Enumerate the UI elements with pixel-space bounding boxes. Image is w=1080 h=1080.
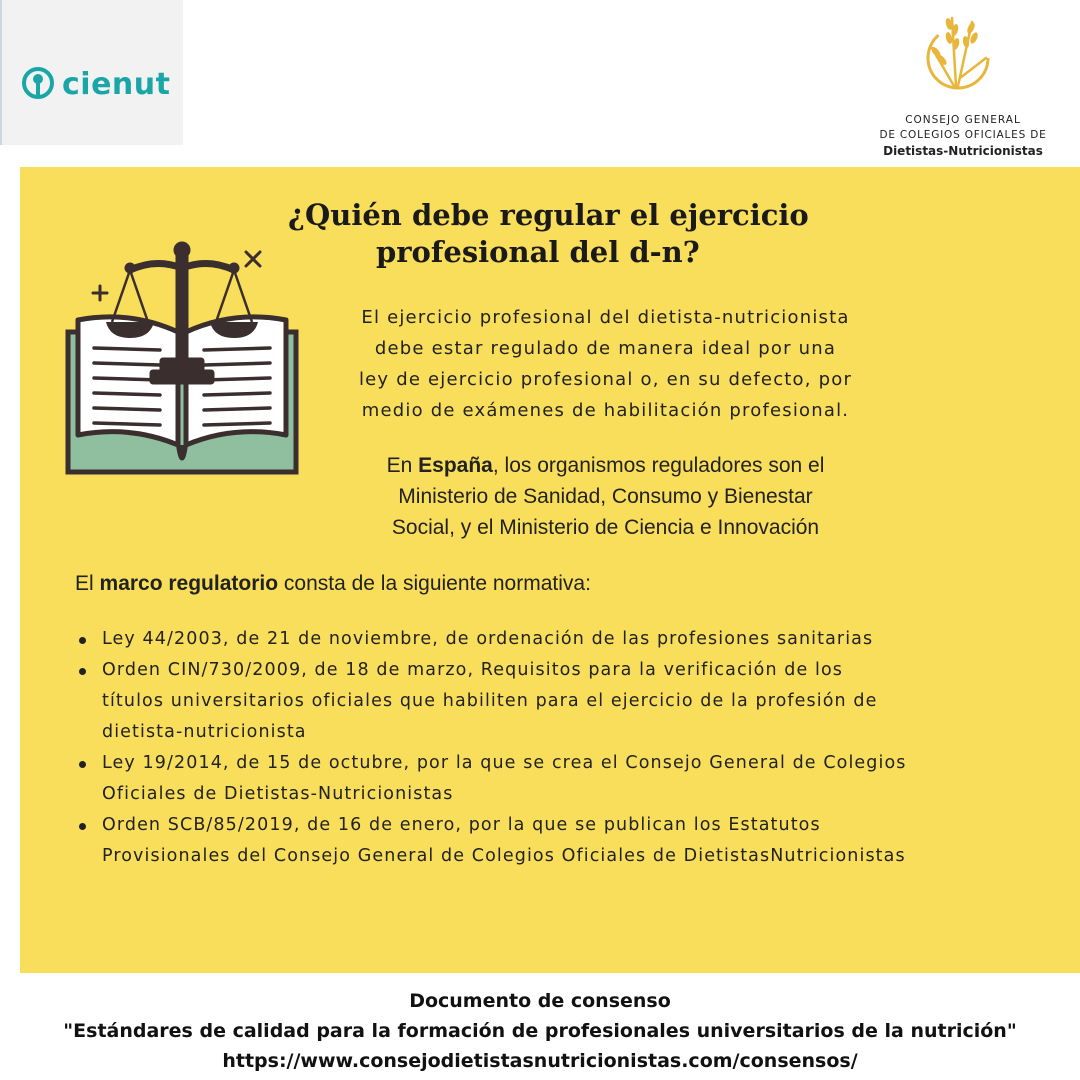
cienut-logo: [20, 66, 170, 102]
list-item-line: dietista-nutricionista: [102, 722, 307, 742]
council-logo: [868, 8, 1058, 158]
marco-bold: marco regulatorio: [99, 572, 279, 595]
cienut-wordmark: cienut: [62, 66, 171, 102]
intro-line: medio de exámenes de habilitación profesional.: [361, 400, 850, 421]
list-item: [75, 810, 1065, 872]
list-item: [75, 624, 1065, 655]
council-line-3: Dietistas-Nutricionistas: [883, 144, 1043, 158]
intro-line: El ejercicio profesional del dietista-nutricionista: [361, 307, 850, 328]
title-line-2: profesional del d-n?: [376, 235, 700, 269]
spain-line-2: Ministerio de Sanidad, Consumo y Bienestar: [398, 485, 813, 508]
marco-prefix: El: [75, 572, 100, 595]
list-item-line: Orden CIN/730/2009, de 18 de marzo, Requisitos para la verificación de los: [102, 660, 844, 680]
footer-doc-title: "Estándares de calidad para la formación de profesionales universitarios de la nutrición": [63, 1020, 1017, 1042]
intro-line: ley de ejercicio profesional o, en su defecto, por: [358, 369, 853, 390]
list-item-line: Oficiales de Dietistas-Nutricionistas: [102, 784, 454, 804]
regulation-list: [75, 624, 1065, 872]
cienut-logo-icon: [20, 66, 56, 102]
spain-line-1: [318, 450, 893, 481]
list-item-line: Ley 19/2014, de 15 de octubre, por la que se crea el Consejo General de Colegios: [102, 753, 907, 773]
list-item: [75, 655, 1065, 748]
list-item-line: títulos universitarios oficiales que habiliten para el ejercicio de la profesión de: [102, 691, 878, 711]
cienut-logo-box: [0, 0, 183, 145]
footer: [0, 986, 1080, 1076]
spain-line-3: Social, y el Ministerio de Ciencia e Innovación: [391, 516, 820, 539]
footer-doc-type: Documento de consenso: [409, 990, 671, 1012]
list-item-line: Ley 44/2003, de 21 de noviembre, de ordenación de las profesiones sanitarias: [102, 629, 874, 649]
intro-line: debe estar regulado de manera ideal por una: [374, 338, 837, 359]
spain-country: España: [418, 454, 493, 477]
list-item: [75, 748, 1065, 810]
intro-paragraph: [318, 302, 893, 426]
wheat-logo-icon: [916, 8, 1006, 96]
scales-book-icon: [60, 240, 305, 486]
spain-prefix: En: [386, 454, 419, 477]
list-item-line: Orden SCB/85/2019, de 16 de enero, por la que se publican los Estatutos: [102, 815, 821, 835]
title-line-1: ¿Quién debe regular el ejercicio: [288, 198, 809, 232]
footer-url[interactable]: https://www.consejodietistasnutricionistas.com/consensos/: [222, 1050, 858, 1072]
spain-line-1-rest: , los organismos reguladores son el: [492, 454, 825, 477]
marco-rest: consta de la siguiente normativa:: [278, 572, 591, 595]
spain-paragraph: [318, 450, 893, 543]
council-line-1: CONSEJO GENERAL: [905, 114, 1021, 126]
council-line-2: DE COLEGIOS OFICIALES DE: [879, 129, 1047, 141]
list-item-line: Provisionales del Consejo General de Colegios Oficiales de DietistasNutricionistas: [102, 846, 906, 866]
marco-heading: [75, 572, 591, 596]
